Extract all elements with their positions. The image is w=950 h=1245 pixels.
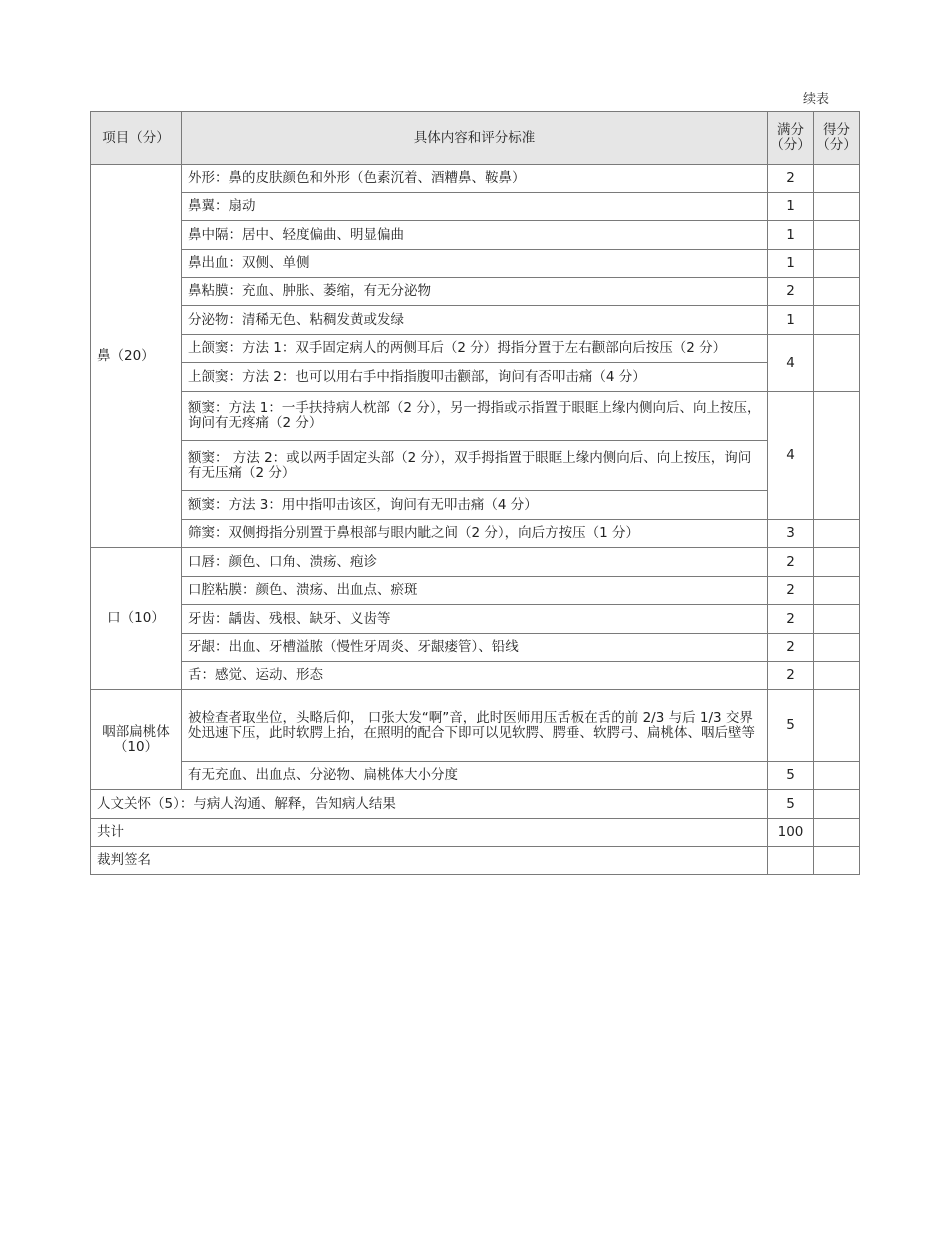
score-input-cell[interactable] (814, 762, 860, 790)
full-marks: 2 (768, 634, 814, 662)
criterion: 被检查者取坐位，头略后仰， 口张大发“啊”音，此时医师用压舌板在舌的前 2/3 与后 1/3 交界处迅速下压，此时软腭上抬，在照明的配合下即可以见软腭、腭垂、软腭弓、扁桃体、咽后壁等 (182, 690, 768, 762)
table-row (91, 278, 860, 306)
criterion: 口唇：颜色、口角、溃疡、疱诊 (182, 548, 768, 577)
table-row (91, 392, 860, 441)
criterion: 鼻出血：双侧、单侧 (182, 250, 768, 278)
table-row (91, 790, 860, 819)
criterion: 额窦：方法 1：一手扶持病人枕部（2 分），另一拇指或示指置于眼眶上缘内侧向后、向上按压，询问有无疼痛（2 分） (182, 392, 768, 441)
signature-blank (768, 847, 814, 875)
table-row (91, 605, 860, 634)
referee-signature-label: 裁判签名 (91, 847, 768, 875)
criterion: 分泌物：清稀无色、粘稠发黄或发绿 (182, 306, 768, 335)
criterion: 鼻翼：扇动 (182, 193, 768, 221)
table-row (91, 335, 860, 363)
table-row (91, 520, 860, 548)
score-input-cell[interactable] (814, 278, 860, 306)
full-marks: 1 (768, 250, 814, 278)
full-marks: 5 (768, 762, 814, 790)
score-input-cell[interactable] (814, 548, 860, 577)
header-score: 得分（分） (814, 112, 860, 165)
full-marks: 2 (768, 577, 814, 605)
full-marks: 1 (768, 306, 814, 335)
score-input-cell[interactable] (814, 662, 860, 690)
category-nose: 鼻（20） (91, 165, 182, 548)
table-row (91, 577, 860, 605)
table-row (91, 662, 860, 690)
table-row (91, 819, 860, 847)
criterion: 牙龈：出血、牙槽溢脓（慢性牙周炎、牙龈瘘管）、铅线 (182, 634, 768, 662)
full-marks: 5 (768, 790, 814, 819)
criterion: 口腔粘膜：颜色、溃疡、出血点、瘀斑 (182, 577, 768, 605)
total-label: 共计 (91, 819, 768, 847)
full-marks: 2 (768, 278, 814, 306)
table-row (91, 165, 860, 193)
full-marks: 1 (768, 193, 814, 221)
criterion: 舌：感觉、运动、形态 (182, 662, 768, 690)
criterion: 额窦：方法 3：用中指叩击该区，询问有无叩击痛（4 分） (182, 491, 768, 520)
criterion: 有无充血、出血点、分泌物、扁桃体大小分度 (182, 762, 768, 790)
signature-cell[interactable] (814, 847, 860, 875)
full-marks: 2 (768, 548, 814, 577)
criterion: 上颌窦：方法 1：双手固定病人的两侧耳后（2 分）拇指分置于左右颧部向后按压（2 分） (182, 335, 768, 363)
full-marks: 4 (768, 392, 814, 520)
table-row (91, 441, 860, 491)
table-row (91, 221, 860, 250)
table-row (91, 306, 860, 335)
score-input-cell[interactable] (814, 306, 860, 335)
criterion: 鼻粘膜：充血、肿胀、萎缩，有无分泌物 (182, 278, 768, 306)
table-row (91, 762, 860, 790)
table-row (91, 491, 860, 520)
score-input-cell[interactable] (814, 392, 860, 520)
score-input-cell[interactable] (814, 790, 860, 819)
score-input-cell[interactable] (814, 520, 860, 548)
humanistic-care-row: 人文关怀（5）：与病人沟通、解释，告知病人结果 (91, 790, 768, 819)
scoring-table (90, 111, 860, 875)
score-input-cell[interactable] (814, 165, 860, 193)
score-input-cell[interactable] (814, 335, 860, 392)
table-row (91, 847, 860, 875)
header-item: 项目（分） (91, 112, 182, 165)
criterion: 筛窦：双侧拇指分别置于鼻根部与眼内眦之间（2 分），向后方按压（1 分） (182, 520, 768, 548)
criterion: 鼻中隔：居中、轻度偏曲、明显偏曲 (182, 221, 768, 250)
table-row (91, 690, 860, 762)
score-input-cell[interactable] (814, 250, 860, 278)
category-mouth: 口（10） (91, 548, 182, 690)
header-row (91, 112, 860, 165)
total-full-marks: 100 (768, 819, 814, 847)
full-marks: 2 (768, 605, 814, 634)
score-input-cell[interactable] (814, 577, 860, 605)
full-marks: 2 (768, 165, 814, 193)
header-full-marks: 满分（分） (768, 112, 814, 165)
full-marks: 5 (768, 690, 814, 762)
full-marks: 4 (768, 335, 814, 392)
score-input-cell[interactable] (814, 605, 860, 634)
criterion: 外形：鼻的皮肤颜色和外形（色素沉着、酒糟鼻、鞍鼻） (182, 165, 768, 193)
criterion: 上颌窦：方法 2：也可以用右手中指指腹叩击颧部，询问有否叩击痛（4 分） (182, 363, 768, 392)
table-row (91, 250, 860, 278)
continued-label: 续表 (803, 92, 830, 107)
table-row (91, 363, 860, 392)
header-content: 具体内容和评分标准 (182, 112, 768, 165)
full-marks: 1 (768, 221, 814, 250)
score-input-cell[interactable] (814, 221, 860, 250)
criterion: 额窦： 方法 2：或以两手固定头部（2 分），双手拇指置于眼眶上缘内侧向后、向上按压，询问有无压痛（2 分） (182, 441, 768, 491)
full-marks: 3 (768, 520, 814, 548)
table-row (91, 193, 860, 221)
criterion: 牙齿：龋齿、残根、缺牙、义齿等 (182, 605, 768, 634)
score-input-cell[interactable] (814, 634, 860, 662)
total-score-cell[interactable] (814, 819, 860, 847)
table-row (91, 634, 860, 662)
category-throat-tonsil: 咽部扁桃体（10） (91, 690, 182, 790)
full-marks: 2 (768, 662, 814, 690)
score-input-cell[interactable] (814, 193, 860, 221)
table-row (91, 548, 860, 577)
score-input-cell[interactable] (814, 690, 860, 762)
